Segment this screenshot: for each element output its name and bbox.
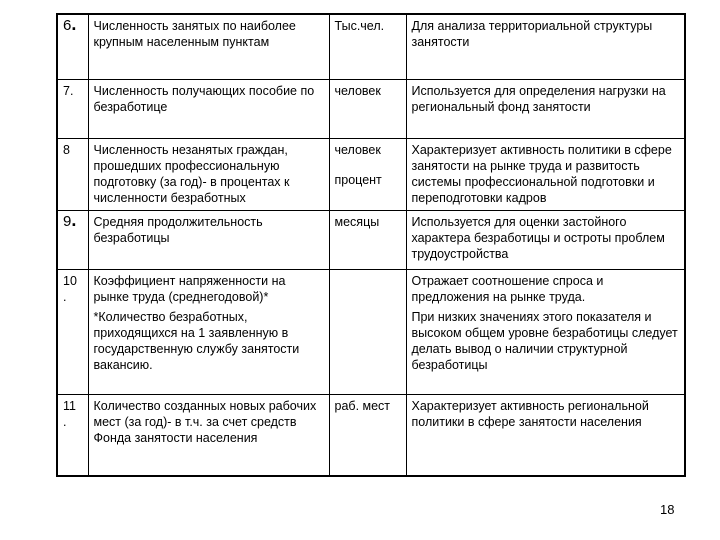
description-cell bbox=[406, 211, 685, 270]
indicator-cell bbox=[88, 14, 329, 80]
row-number: 6. bbox=[57, 14, 88, 80]
indicator-footnote: *Количество безработных, приходящихся на 1 заявленную в государственную службу занятости вакансию. bbox=[93, 310, 300, 372]
unit-text: человек bbox=[334, 84, 381, 98]
indicator-text: Численность занятых по наиболее крупным населенным пунктам bbox=[93, 19, 296, 49]
row-number: 10 . bbox=[57, 270, 88, 395]
unit-cell bbox=[329, 395, 406, 477]
indicator-cell bbox=[88, 80, 329, 139]
description-text: Используется для оценки застойного характера безработицы и остроты проблем трудоустройства bbox=[411, 215, 665, 261]
table-row bbox=[57, 139, 685, 211]
unit-cell bbox=[329, 139, 406, 211]
unit-cell bbox=[329, 270, 406, 395]
table-row bbox=[57, 80, 685, 139]
description-cell bbox=[406, 14, 685, 80]
table-row bbox=[57, 14, 685, 80]
indicator-cell bbox=[88, 139, 329, 211]
indicators-table bbox=[56, 13, 686, 477]
description-text: При низких значениях этого показателя и высоком общем уровне безработицы следует делать вывод о наличии структурной безработицы bbox=[411, 310, 678, 372]
description-text: Характеризует активность региональной политики в сфере занятости населения bbox=[411, 399, 649, 429]
page-number: 18 bbox=[660, 502, 675, 517]
row-number: 11 . bbox=[57, 395, 88, 477]
indicator-cell bbox=[88, 395, 329, 477]
unit-text: человек bbox=[334, 143, 381, 157]
description-cell bbox=[406, 80, 685, 139]
indicator-text: Коэффициент напряженности на рынке труда (среднегодовой)* bbox=[93, 274, 286, 304]
indicator-text: Численность незанятых граждан, прошедших профессиональную подготовку (за год)- в процентах к численности безработных bbox=[93, 143, 290, 205]
indicator-text: Средняя продолжительность безработицы bbox=[93, 215, 263, 245]
indicator-cell bbox=[88, 211, 329, 270]
unit-text: раб. мест bbox=[334, 399, 391, 413]
row-number: 7. bbox=[57, 80, 88, 139]
unit-cell bbox=[329, 211, 406, 270]
description-text: Отражает соотношение спроса и предложения на рынке труда. bbox=[411, 274, 604, 304]
row-number: 9. bbox=[57, 211, 88, 270]
unit-cell bbox=[329, 14, 406, 80]
table-row bbox=[57, 395, 685, 477]
description-text: Для анализа территориальной структуры занятости bbox=[411, 19, 653, 49]
description-cell bbox=[406, 270, 685, 395]
indicator-cell bbox=[88, 270, 329, 395]
description-text: Характеризует активность политики в сфере занятости на рынке труда и развитость системы профессиональной подготовки и переподготовки кадров bbox=[411, 143, 672, 205]
description-cell bbox=[406, 139, 685, 211]
unit-text: процент bbox=[334, 173, 382, 187]
unit-text: Тыс.чел. bbox=[334, 19, 385, 33]
description-cell bbox=[406, 395, 685, 477]
unit-cell bbox=[329, 80, 406, 139]
description-text: Используется для определения нагрузки на региональный фонд занятости bbox=[411, 84, 666, 114]
unit-text: месяцы bbox=[334, 215, 380, 229]
table-row bbox=[57, 270, 685, 395]
indicator-text: Количество созданных новых рабочих мест (за год)- в т.ч. за счет средств Фонда занятости населения bbox=[93, 399, 317, 445]
row-number: 8 bbox=[57, 139, 88, 211]
table-row bbox=[57, 211, 685, 270]
indicator-text: Численность получающих пособие по безработице bbox=[93, 84, 315, 114]
